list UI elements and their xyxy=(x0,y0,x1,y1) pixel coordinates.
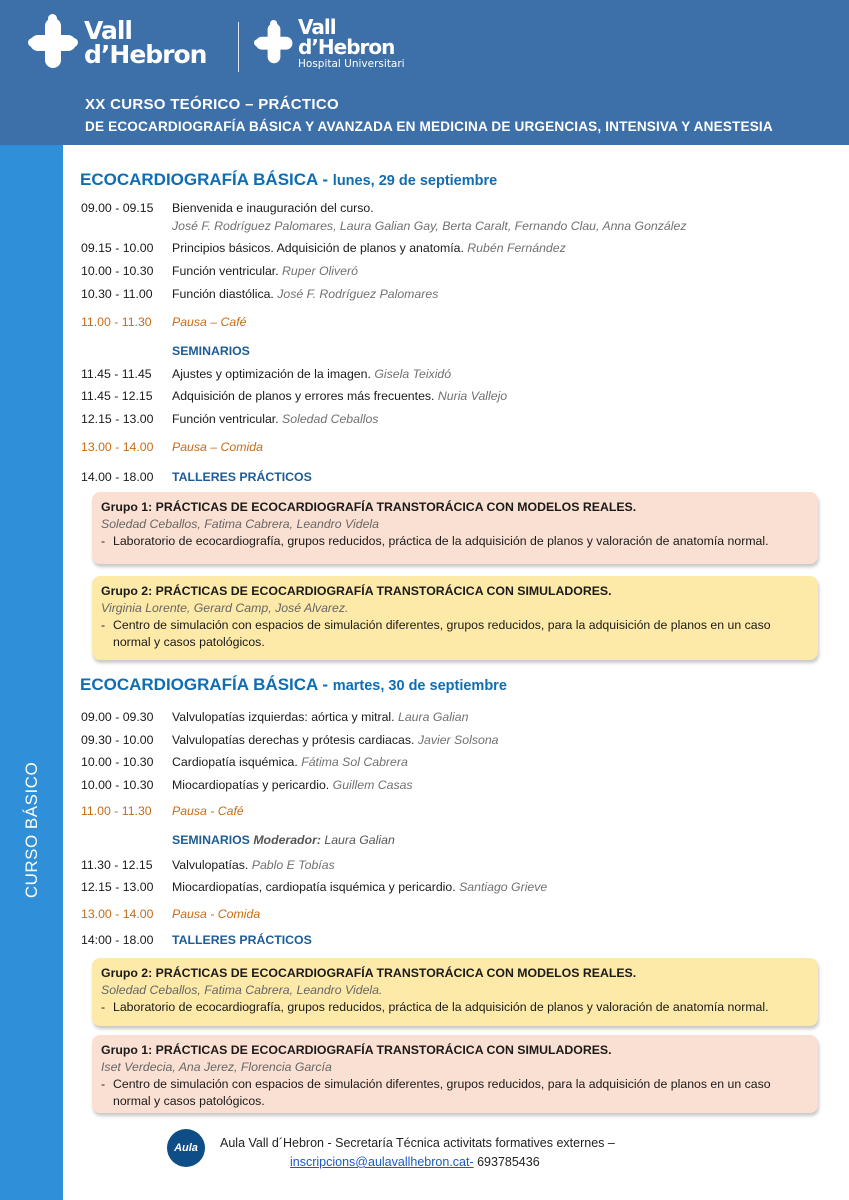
row-text: Ajustes y optimización de la imagen. xyxy=(172,367,375,381)
group-title: Grupo 2: PRÁCTICAS DE ECOCARDIOGRAFÍA TRANSTORÁCICA CON MODELOS REALES. xyxy=(101,966,637,980)
aula-logo: Aula xyxy=(167,1129,205,1167)
group-title: Grupo 1: PRÁCTICAS DE ECOCARDIOGRAFÍA TRANSTORÁCICA CON SIMULADORES. xyxy=(101,1043,612,1057)
row-text: Función ventricular. xyxy=(172,412,283,426)
row-speaker: Pablo E Tobías xyxy=(251,858,335,872)
welcome-speakers: José F. Rodríguez Palomares, Laura Galian Gay, Berta Caralt, Fernando Clau, Anna González xyxy=(172,219,687,233)
group-box xyxy=(92,958,818,1026)
group-instructors: Soledad Ceballos, Fatima Cabrera, Leandro Videla xyxy=(101,517,379,531)
row-speaker: Guillem Casas xyxy=(332,778,413,792)
course-subtitle: DE ECOCARDIOGRAFÍA BÁSICA Y AVANZADA EN MEDICINA DE URGENCIAS, INTENSIVA Y ANESTESIA xyxy=(85,119,773,134)
group-title: Grupo 1: PRÁCTICAS DE ECOCARDIOGRAFÍA TRANSTORÁCICA CON MODELOS REALES. xyxy=(101,500,637,514)
group-box xyxy=(92,1035,818,1113)
group-description: - Centro de simulación con espacios de simulación diferentes, grupos reducidos, para la adquisición de planos en un caso normal y casos patológicos. xyxy=(101,1077,771,1108)
hospital-logo-sub: Hospital Universitari xyxy=(298,58,405,71)
group-box xyxy=(92,492,818,564)
row-text: Pausa – Café xyxy=(172,315,247,329)
group-instructors: Iset Verdecia, Ana Jerez, Florencia García xyxy=(101,1060,332,1074)
day1-date: lunes, 29 de septiembre xyxy=(332,173,498,189)
row-speaker: Santiago Grieve xyxy=(459,880,548,894)
row-speaker: Laura Galian xyxy=(398,710,469,724)
row-time: 10.00 - 10.30 xyxy=(81,778,154,792)
row-time: 11.00 - 11.30 xyxy=(81,804,152,818)
row-speaker: Soledad Ceballos xyxy=(282,412,379,426)
day2-title xyxy=(80,675,507,695)
row-time: 11.30 - 12.15 xyxy=(81,858,153,872)
row-text: Pausa – Comida xyxy=(172,440,263,454)
day1-heading: ECOCARDIOGRAFÍA BÁSICA - xyxy=(80,170,333,189)
row-time: 12.15 - 13.00 xyxy=(81,880,154,894)
row-speaker: José F. Rodríguez Palomares xyxy=(277,287,439,301)
row-time: 13.00 - 14.00 xyxy=(81,440,154,454)
row-text: Valvulopatías. xyxy=(172,858,252,872)
day2-heading: ECOCARDIOGRAFÍA BÁSICA - xyxy=(80,675,333,694)
day2-date: martes, 30 de septiembre xyxy=(332,678,507,694)
row-speaker: Nuria Vallejo xyxy=(437,389,508,403)
logo-divider xyxy=(238,22,239,72)
row-text: Miocardiopatías, cardiopatía isquémica y pericardio. xyxy=(172,880,460,894)
row-text: Valvulopatías derechas y prótesis cardiacas. xyxy=(172,733,418,747)
row-time: 14:00 - 18.00 xyxy=(81,933,154,947)
hospital-logo-line2: d’Hebron xyxy=(298,34,395,59)
seminarios-heading: SEMINARIOS xyxy=(172,344,250,358)
row-text: Pausa - Comida xyxy=(172,907,261,921)
row-time: 11.45 - 11.45 xyxy=(81,367,152,381)
sidebar xyxy=(0,145,63,1200)
group-description: - Laboratorio de ecocardiografía, grupos reducidos, práctica de la adquisición de planos y valoración de anatomía normal. xyxy=(101,534,769,548)
phone-number: 693785436 xyxy=(473,1155,540,1169)
seminarios-heading xyxy=(172,833,395,847)
row-text: Adquisición de planos y errores más frecuentes. xyxy=(172,389,438,403)
moderator-label: Moderador: xyxy=(253,833,325,847)
group-title: Grupo 2: PRÁCTICAS DE ECOCARDIOGRAFÍA TRANSTORÁCICA CON SIMULADORES. xyxy=(101,584,612,598)
vall-hebron-cross-icon xyxy=(28,14,78,72)
row-speaker: Ruper Oliveró xyxy=(282,264,358,278)
row-text: Valvulopatías izquierdas: aórtica y mitral. xyxy=(172,710,398,724)
row-text: Miocardiopatías y pericardio. xyxy=(172,778,333,792)
row-time: 11.45 - 12.15 xyxy=(81,389,153,403)
row-time: 09.00 - 09.15 xyxy=(81,201,154,215)
logo-line1: Vall xyxy=(84,15,132,45)
row-time: 12.15 - 13.00 xyxy=(81,412,154,426)
group-box xyxy=(92,576,818,660)
talleres-heading: TALLERES PRÁCTICOS xyxy=(172,933,312,947)
row-time: 09.15 - 10.00 xyxy=(81,241,154,255)
moderator-name: Laura Galian xyxy=(324,833,395,847)
row-speaker: Javier Solsona xyxy=(417,733,499,747)
row-speaker: Gisela Teixidó xyxy=(374,367,452,381)
sidebar-label: CURSO BÁSICO xyxy=(22,761,41,899)
hospital-logo-line1: Vall xyxy=(298,15,336,39)
row-time: 10.00 - 10.30 xyxy=(81,264,154,278)
row-time: 13.00 - 14.00 xyxy=(81,907,154,921)
email-link[interactable]: inscripcions@aulavallhebron.cat- xyxy=(290,1155,474,1169)
row-time: 09.00 - 09.30 xyxy=(81,710,154,724)
seminarios-label: SEMINARIOS xyxy=(172,833,254,847)
hospital-cross-icon xyxy=(254,20,288,58)
group-instructors: Virginia Lorente, Gerard Camp, José Alvarez. xyxy=(101,601,349,615)
course-title: XX CURSO TEÓRICO – PRÁCTICO xyxy=(85,96,339,113)
hospital-logo xyxy=(254,15,405,71)
footer-secretariat: Aula Vall d´Hebron - Secretaría Técnica activitats formatives externes – xyxy=(220,1136,615,1150)
talleres-heading: TALLERES PRÁCTICOS xyxy=(172,470,312,484)
row-text: Función diastólica. xyxy=(172,287,278,301)
row-text: Función ventricular. xyxy=(172,264,283,278)
row-time: 11.00 - 11.30 xyxy=(81,315,152,329)
vall-hebron-logo xyxy=(28,14,206,72)
row-time: 10.00 - 10.30 xyxy=(81,755,154,769)
row-speaker: Fátima Sol Cabrera xyxy=(301,755,408,769)
group-instructors: Soledad Ceballos, Fatima Cabrera, Leandro Videla. xyxy=(101,983,383,997)
row-time: 14.00 - 18.00 xyxy=(81,470,154,484)
day1-title xyxy=(80,170,497,190)
logo-line2: d’Hebron xyxy=(84,40,207,69)
row-text: Cardiopatía isquémica. xyxy=(172,755,302,769)
group-description: - Laboratorio de ecocardiografía, grupos reducidos, práctica de la adquisición de planos y valoración de anatomía normal. xyxy=(101,1000,769,1014)
footer-contact xyxy=(290,1155,540,1169)
page-header xyxy=(0,0,849,145)
row-time: 09.30 - 10.00 xyxy=(81,733,154,747)
row-text: Bienvenida e inauguración del curso. xyxy=(172,201,374,215)
row-text: Pausa - Café xyxy=(172,804,244,818)
group-description: - Centro de simulación con espacios de simulación diferentes, grupos reducidos, para la adquisición de planos en un caso normal y casos patológicos. xyxy=(101,618,771,649)
row-speaker: Rubén Fernández xyxy=(467,241,566,255)
row-text: Principios básicos. Adquisición de planos y anatomía. xyxy=(172,241,468,255)
row-time: 10.30 - 11.00 xyxy=(81,287,153,301)
